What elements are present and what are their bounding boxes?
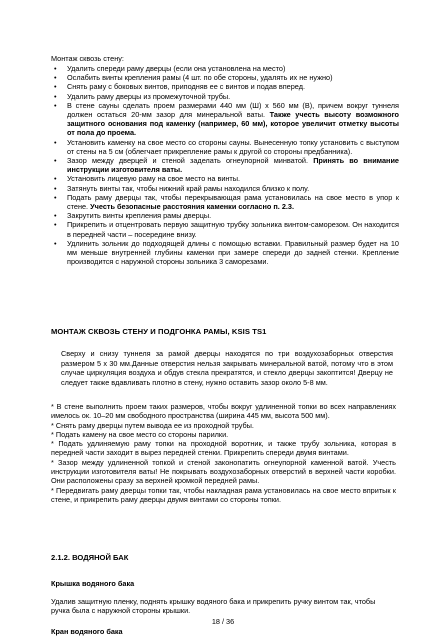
list-item (51, 211, 399, 220)
installation-steps-list (51, 64, 399, 266)
intro-line: Монтаж сквозь стену: (51, 54, 124, 63)
note-line: * Подать камену на свое место со стороны парилки. (51, 429, 229, 439)
tap-heading: Кран водяного бака (51, 627, 123, 636)
list-item (51, 73, 399, 82)
list-item-text: Закрутить винты крепления рамы дверцы. (67, 211, 212, 221)
list-item-text: В стене сауны сделать проем размерами 440 мм (Ш) х 560 мм (В), причем вокруг туннеля должен остаться 20-мм зазор для минеральной ваты. (67, 100, 399, 120)
list-item-text: Установить каменку на свое место со стороны сауны. Вынесенную топку установить с выступом от стены на 5 см (облегчает прикрепление рамы к другой со стороны предбанника). (67, 137, 399, 156)
note-line: * Снять раму дверцы путем вывода ее из проходной трубы. (51, 420, 254, 430)
list-item (51, 64, 399, 73)
list-item-text: Затянуть винты так, чтобы нижний край рамы находился близко к полу. (67, 183, 310, 193)
list-item (51, 156, 399, 174)
note-line: * Подать удлиняемую раму топки на проходной воротник, и также трубу зольника, которая в передней части заходит в вырез передней стенки. Прикрепить спереди двумя винтами. (51, 439, 396, 458)
note-line: * Передвигать раму дверцы топки так, чтобы накладная рама установилась на свое место впритык к стене, и прикрепить раму дверцы двумя винтами со стороны топки. (51, 485, 396, 504)
list-item (51, 138, 399, 156)
list-item (51, 239, 399, 267)
page-number: 18 / 36 (211, 617, 235, 626)
list-item (51, 101, 399, 138)
list-item-text: Удлинить зольник до подходящей длины с помощью вставки. Правильный размер будет на 10 мм меньше внутренней глубины каменки при замере спереди до задней стенки. Крепление производится с наружной стороны зольника 3 саморезами. (67, 238, 399, 267)
note-line: * Зазор между удлиненной топкой и стеной законопатить огнеупорной каменной ватой. Учесть инструкции изготовителя ваты! Не покрывать воздухозаборных отверстий в верхней части коробки. Они расположены сразу за верхней кромкой передней рамы. (51, 457, 396, 486)
asterisk-notes (51, 402, 396, 504)
list-item-text: Зазор между дверцей и стеной заделать огнеупорной минватой. (67, 156, 314, 166)
list-item (51, 82, 399, 91)
list-item-text: Установить лицевую раму на свое место на винты. (67, 174, 241, 184)
list-item-text: Ослабить винты крепления рамы (4 шт. по обе стороны, удалять их не нужно) (67, 73, 333, 83)
list-item-text: Удалить раму дверцы из промежуточной трубы. (67, 91, 231, 101)
list-item (51, 174, 399, 183)
list-item-text: Снять раму с боковых винтов, приподняв ее с винтов и подав вперед. (67, 82, 305, 92)
list-item (51, 193, 399, 211)
list-item-emphasis: Учесть безопасные расстояния каменки согласно п. 2.3. (90, 202, 295, 212)
list-item-emphasis: Также учесть высоту возможного защитного основания под каменку (например, 60 мм), которое увеличит отметку высоты от пола до проема. (67, 110, 399, 138)
lid-heading: Крышка водяного бака (51, 579, 135, 588)
list-item-text: Подать раму дверцы так, чтобы перекрывающая рама установилась на свое место в упор к стене. (67, 192, 399, 212)
list-item-text: Прикрепить и отцентровать первую защитную трубку зольника винтом-саморезом. Он находится в передней части – посередине внизу. (67, 220, 399, 239)
note-line: * В стене выполнить проем таких размеров, чтобы вокруг удлиненной топки во всех направлениях имелось ок. 10–20 мм свободного пространства (ширина 445 мм, высота 500 мм). (51, 402, 396, 421)
list-item (51, 220, 399, 238)
section-heading: МОНТАЖ СКВОЗЬ СТЕНУ И ПОДГОНКА РАМЫ, KSIS TS1 (51, 327, 267, 336)
air-intake-note: Сверху и снизу туннеля за рамой дверцы находятся по три воздухозаборных отверстия размером 5 х 30 мм.Данные отверстия нельзя закрывать минеральной ватой, потому что в этом случае циркуляция воздуха и обдув стекла прекратятся, и стекло дверцы закоптится! Дверцу не следует также вдавливать плотно в стену, нужно оставить зазор около 5-8 мм. (61, 349, 393, 387)
list-item-emphasis: Принять во внимание инструкции изготовителя ваты. (67, 156, 399, 175)
subsection-heading: 2.1.2. ВОДЯНОЙ БАК (51, 553, 129, 562)
list-item (51, 92, 399, 101)
list-item (51, 184, 399, 193)
list-item-text: Удалить спереди раму дверцы (если она установлена на место) (67, 64, 286, 73)
lid-paragraph: Удалив защитную пленку, поднять крышку водяного бака и прикрепить ручку винтом так, чтобы ручка была с наружной стороны крышки. (51, 597, 376, 616)
